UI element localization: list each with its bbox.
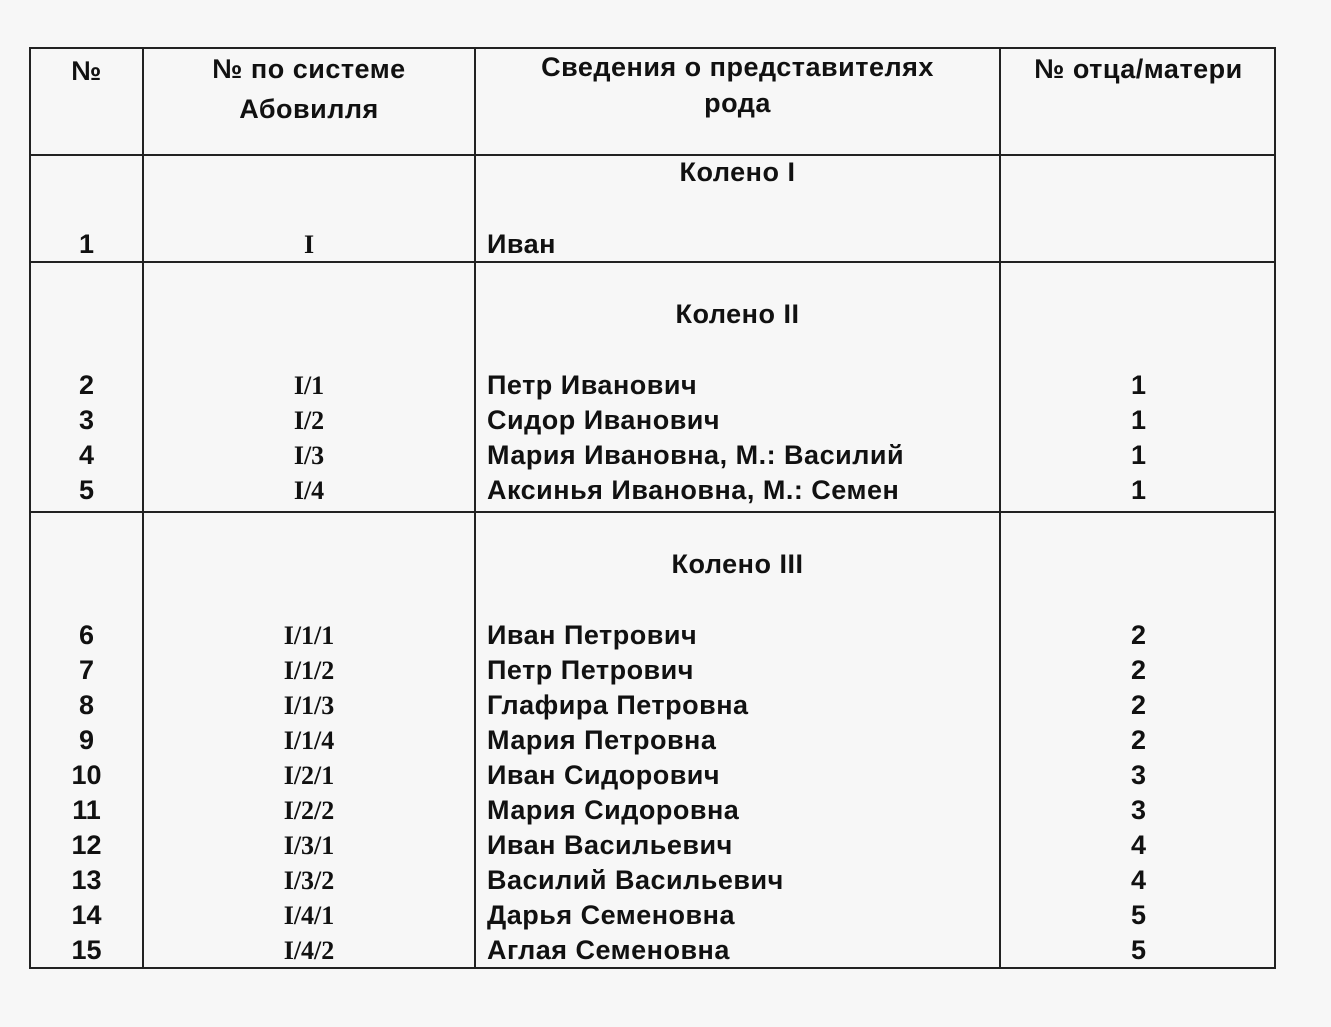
table-row [31, 368, 1274, 403]
row-number: 3 [78, 405, 95, 435]
row-abovil: I [303, 230, 315, 259]
row-parent: 3 [1130, 760, 1147, 790]
header-parent: № отца/матери [1034, 54, 1243, 84]
row-number: 7 [78, 655, 95, 685]
row-abovil: I/1/2 [283, 656, 335, 685]
row-number: 5 [78, 475, 95, 505]
row-number: 4 [78, 440, 95, 470]
row-abovil: I/4/1 [283, 901, 335, 930]
row-parent: 4 [1130, 830, 1147, 860]
row-parent: 1 [1130, 370, 1147, 400]
row-abovil: I/4/2 [283, 936, 335, 965]
row-abovil: I/1/3 [283, 691, 335, 720]
table-row [31, 793, 1274, 828]
table-row [31, 653, 1274, 688]
table-row [31, 828, 1274, 863]
row-number: 11 [72, 795, 101, 825]
row-abovil: I/2/1 [283, 761, 335, 790]
row-number: 15 [71, 935, 102, 965]
table-row [31, 618, 1274, 653]
row-parent: 2 [1130, 725, 1147, 755]
header-info: Сведения о представителях рода [541, 52, 934, 118]
table-row [31, 403, 1274, 438]
table-row [31, 227, 1274, 262]
row-abovil: I/3/1 [283, 831, 335, 860]
row-number: 10 [71, 760, 102, 790]
row-abovil: I/1/4 [283, 726, 335, 755]
row-name: Дарья Семеновна [487, 900, 735, 930]
row-parent: 1 [1130, 405, 1147, 435]
generation-title: Колено II [675, 299, 800, 329]
table-row [31, 723, 1274, 758]
table-row [31, 473, 1274, 508]
row-name: Иван Петрович [487, 620, 698, 650]
row-parent: 5 [1130, 935, 1147, 965]
table-row [31, 438, 1274, 473]
row-number: 12 [71, 830, 102, 860]
row-abovil: I/2 [293, 406, 325, 435]
row-abovil: I/3/2 [283, 866, 335, 895]
row-number: 9 [78, 725, 95, 755]
row-number: 6 [78, 620, 95, 650]
row-name: Аксинья Ивановна, М.: Семен [487, 475, 900, 505]
row-name: Мария Петровна [487, 725, 717, 755]
row-parent: 4 [1130, 865, 1147, 895]
section-divider [31, 154, 1274, 156]
row-name: Иван [487, 229, 556, 259]
row-parent: 1 [1130, 440, 1147, 470]
section-divider [31, 511, 1274, 513]
row-parent: 3 [1130, 795, 1147, 825]
row-name: Аглая Семеновна [487, 935, 730, 965]
table-row [31, 688, 1274, 723]
row-number: 1 [78, 229, 95, 259]
row-number: 8 [78, 690, 95, 720]
row-parent: 2 [1130, 655, 1147, 685]
row-name: Иван Васильевич [487, 830, 733, 860]
row-name: Василий Васильевич [487, 865, 784, 895]
row-abovil: I/3 [293, 441, 325, 470]
row-abovil: I/1 [293, 371, 325, 400]
row-parent: 1 [1130, 475, 1147, 505]
table-row [31, 863, 1274, 898]
table-row [31, 758, 1274, 793]
row-name: Глафира Петровна [487, 690, 749, 720]
row-name: Мария Ивановна, М.: Василий [487, 440, 905, 470]
row-parent: 2 [1130, 620, 1147, 650]
row-name: Сидор Иванович [487, 405, 721, 435]
generation-title: Колено I [679, 157, 796, 187]
generation-title: Колено III [671, 549, 804, 579]
header-abovil: № по системе Абовилля [212, 54, 406, 124]
row-name: Петр Иванович [487, 370, 698, 400]
row-abovil: I/4 [293, 476, 325, 505]
row-number: 2 [78, 370, 95, 400]
table-row [31, 898, 1274, 933]
row-abovil: I/1/1 [283, 621, 335, 650]
row-number: 13 [71, 865, 102, 895]
header-num: № [71, 56, 102, 86]
table-row [31, 933, 1274, 968]
row-parent: 5 [1130, 900, 1147, 930]
genealogy-table [29, 47, 1276, 969]
row-name: Иван Сидорович [487, 760, 721, 790]
row-name: Мария Сидоровна [487, 795, 740, 825]
row-parent: 2 [1130, 690, 1147, 720]
row-abovil: I/2/2 [283, 796, 335, 825]
row-name: Петр Петрович [487, 655, 694, 685]
row-number: 14 [71, 900, 102, 930]
